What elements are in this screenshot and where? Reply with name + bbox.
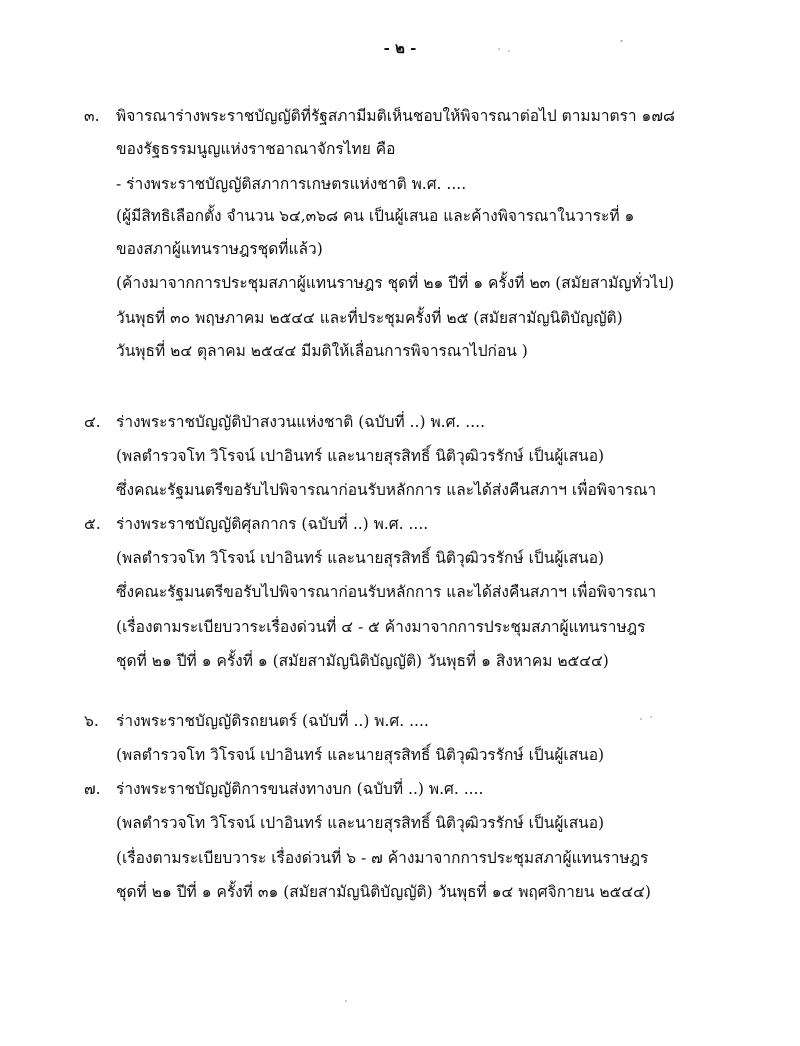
scan-speck: [640, 718, 642, 720]
item-line: ร่างพระราชบัญญัติป่าสงวนแห่งชาติ (ฉบับที่ ..) พ.ศ. ....: [116, 413, 485, 431]
item-line: (เรื่องตามระเบียบวาระ เรื่องด่วนที่ ๖ - ๗ ค้างมาจากการประชุมสภาผู้แทนราษฎร: [116, 849, 649, 867]
item-line: ร่างพระราชบัญญัติศุลกากร (ฉบับที่ ..) พ.ศ. ....: [116, 515, 429, 533]
scan-speck: [498, 48, 500, 50]
item-line: ของรัฐธรรมนูญแห่งราชอาณาจักรไทย คือ: [116, 140, 396, 158]
item-number: ๔.: [84, 413, 101, 431]
item-line: (พลตำรวจโท วิโรจน์ เปาอินทร์ และนายสุรสิทธิ์ นิติวุฒิวรรักษ์ เป็นผู้เสนอ): [116, 746, 605, 764]
page-number: - ๒ -: [383, 39, 417, 57]
item-line: (ผู้มีสิทธิเลือกตั้ง จำนวน ๖๔,๓๖๘ คน เป็นผู้เสนอ และค้างพิจารณาในวาระที่ ๑: [116, 207, 635, 225]
scan-speck: [650, 716, 652, 718]
scan-speck: [620, 40, 623, 42]
item-number: ๗.: [84, 780, 101, 798]
item-line: ซึ่งคณะรัฐมนตรีขอรับไปพิจารณาก่อนรับหลักการ และได้ส่งคืนสภาฯ เพื่อพิจารณา: [116, 481, 657, 499]
item-line: ร่างพระราชบัญญัติรถยนตร์ (ฉบับที่ ..) พ.ศ. ....: [116, 712, 429, 730]
item-line: ร่างพระราชบัญญัติการขนส่งทางบก (ฉบับที่ ..) พ.ศ. ....: [116, 780, 484, 798]
scan-speck: [508, 50, 510, 52]
item-line: (ค้างมาจากการประชุมสภาผู้แทนราษฎร ชุดที่ ๒๑ ปีที่ ๑ ครั้งที่ ๒๓ (สมัยสามัญทั่วไป): [116, 274, 675, 292]
item-line: ชุดที่ ๒๑ ปีที่ ๑ ครั้งที่ ๑ (สมัยสามัญนิติบัญญัติ) วันพุธที่ ๑ สิงหาคม ๒๕๔๔): [116, 652, 609, 670]
scan-speck: [345, 1000, 347, 1002]
item-number: ๓.: [84, 107, 100, 125]
item-number: ๖.: [84, 712, 99, 730]
item-line: ซึ่งคณะรัฐมนตรีขอรับไปพิจารณาก่อนรับหลักการ และได้ส่งคืนสภาฯ เพื่อพิจารณา: [116, 583, 657, 601]
item-line: (เรื่องตามระเบียบวาระเรื่องด่วนที่ ๔ - ๕ ค้างมาจากการประชุมสภาผู้แทนราษฎร: [116, 618, 646, 636]
item-line: ชุดที่ ๒๑ ปีที่ ๑ ครั้งที่ ๓๑ (สมัยสามัญนิติบัญญัติ) วันพุธที่ ๑๔ พฤศจิกายน ๒๕๔๔): [116, 883, 651, 901]
item-line: (พลตำรวจโท วิโรจน์ เปาอินทร์ และนายสุรสิทธิ์ นิติวุฒิวรรักษ์ เป็นผู้เสนอ): [116, 549, 605, 567]
item-number: ๕.: [84, 515, 101, 533]
item-line: - ร่างพระราชบัญญัติสภาการเกษตรแห่งชาติ พ.ศ. ....: [116, 175, 467, 193]
item-line: (พลตำรวจโท วิโรจน์ เปาอินทร์ และนายสุรสิทธิ์ นิติวุฒิวรรักษ์ เป็นผู้เสนอ): [116, 447, 605, 465]
item-line: พิจารณาร่างพระราชบัญญัติที่รัฐสภามีมติเห็นชอบให้พิจารณาต่อไป ตามมาตรา ๑๗๘: [116, 107, 676, 125]
item-line: (พลตำรวจโท วิโรจน์ เปาอินทร์ และนายสุรสิทธิ์ นิติวุฒิวรรักษ์ เป็นผู้เสนอ): [116, 814, 605, 832]
item-line: วันพุธที่ ๒๔ ตุลาคม ๒๕๔๔ มีมติให้เลื่อนการพิจารณาไปก่อน ): [116, 342, 528, 360]
item-line: ของสภาผู้แทนราษฎรชุดที่แล้ว): [116, 240, 323, 258]
item-line: วันพุธที่ ๓๐ พฤษภาคม ๒๕๔๔ และที่ประชุมครั้งที่ ๒๕ (สมัยสามัญนิติบัญญัติ): [116, 309, 623, 327]
